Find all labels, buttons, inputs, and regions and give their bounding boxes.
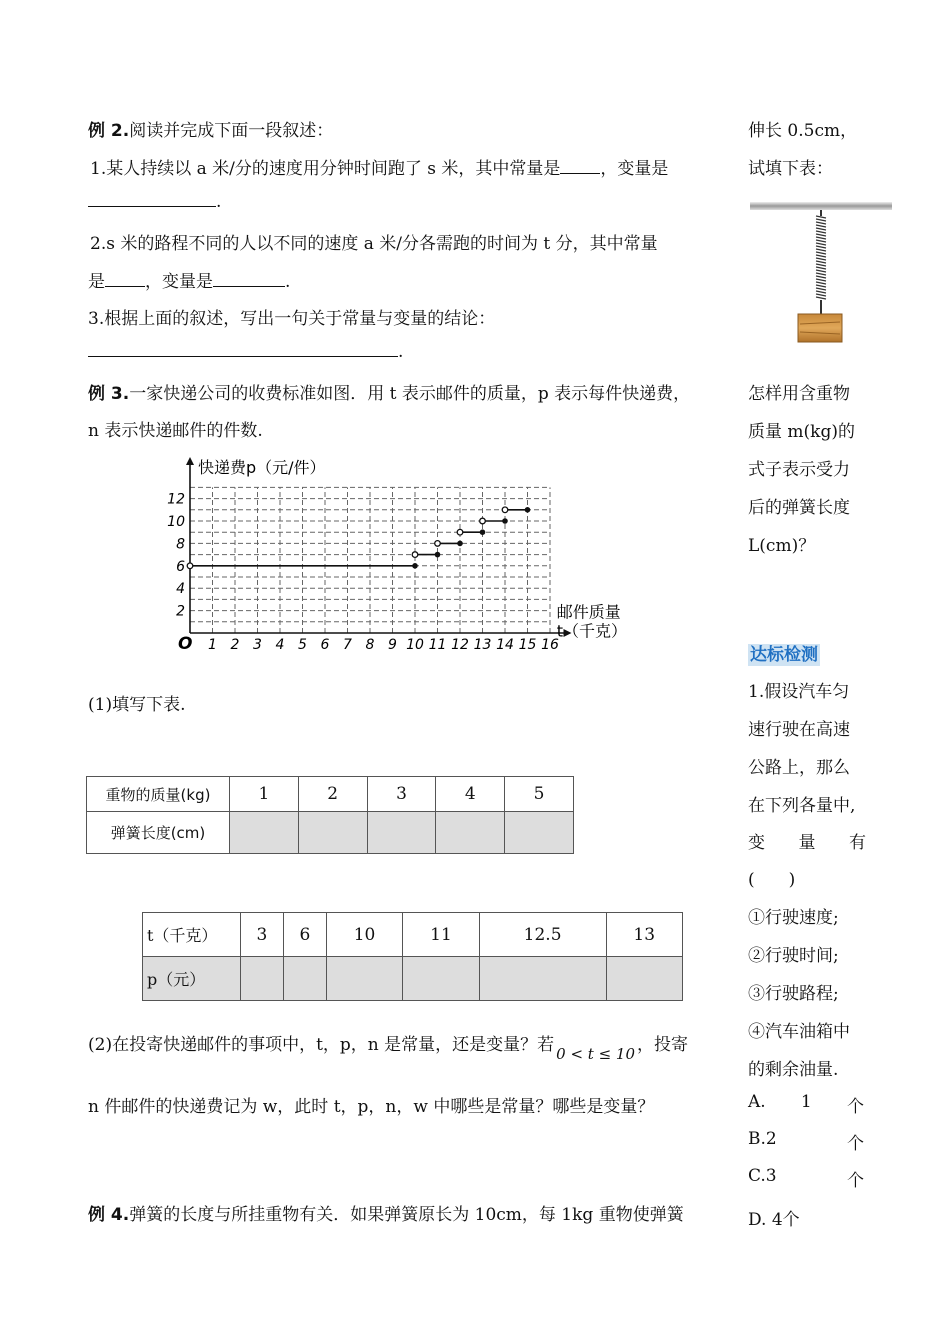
spring-mass-cell: 1 <box>230 777 299 812</box>
spring-mass-cell: 4 <box>436 777 505 812</box>
ex2-heading <box>88 116 333 141</box>
x-tick-label: 12 <box>451 637 469 653</box>
option-c[interactable] <box>748 1166 864 1191</box>
x-tick-label: 3 <box>253 637 262 653</box>
ex2-q2-mid: ，变量是 <box>145 272 213 292</box>
spring-coil-turn <box>816 285 826 287</box>
y-tick-label: 4 <box>176 581 185 598</box>
ceiling <box>750 202 892 210</box>
x-tick-label: 11 <box>428 637 447 653</box>
x-tick-label: 9 <box>388 637 397 653</box>
ex2-q1-line2 <box>88 192 221 212</box>
option-a[interactable] <box>748 1092 864 1117</box>
item-1: ①行驶速度; <box>748 908 839 928</box>
x-tick-label: 10 <box>406 637 424 653</box>
closed-endpoint <box>480 529 486 535</box>
ex2-q1-text: 1.某人持续以 a 米/分的速度用分钟时间跑了 s 米，其中常量是 <box>90 159 561 179</box>
option-c-letter: C.3 <box>748 1166 777 1186</box>
blank[interactable] <box>88 205 216 207</box>
chart-axes <box>186 457 572 637</box>
chart-grid <box>190 487 550 633</box>
open-endpoint <box>457 529 463 535</box>
closed-endpoint <box>412 563 418 569</box>
item-3: ③行驶路程; <box>748 984 839 1004</box>
y-tick-label: 10 <box>167 514 185 530</box>
spring-coil-turn <box>816 273 826 275</box>
closed-endpoint <box>502 518 508 524</box>
spring-coil-turn <box>816 249 826 251</box>
open-endpoint <box>187 563 193 569</box>
spring-row2-label: 弹簧长度(cm) <box>87 812 230 854</box>
ex3-q2-line2: n 件邮件的快递费记为 w，此时 t，p，n，w 中哪些是常量？哪些是变量？ <box>88 1097 655 1117</box>
express-t-cell: 6 <box>283 913 326 957</box>
right-question-2: 质量 m(kg)的 <box>748 422 855 442</box>
spring-coil-turn <box>816 297 826 299</box>
spring-coil-turn <box>816 231 826 233</box>
spring-coil <box>816 216 826 299</box>
spring-coil-turn <box>816 291 826 293</box>
option-b-letter: B.2 <box>748 1129 777 1149</box>
spring-coil-turn <box>816 276 826 278</box>
weight-block <box>798 314 842 342</box>
ex3-q2-end: ，投寄 <box>637 1035 689 1055</box>
y-axis-arrow <box>186 457 194 465</box>
express-row1-label: t（千克） <box>143 913 241 957</box>
ex2-q3-line2 <box>88 342 403 362</box>
x-tick-label: 6 <box>320 637 330 653</box>
spring-table <box>86 776 574 854</box>
y-tick-label: 2 <box>176 603 185 620</box>
ex2-q3-end: . <box>398 342 404 362</box>
spring-coil-turn <box>816 246 826 248</box>
origin-label: O <box>178 634 193 654</box>
spring-length-cell[interactable] <box>505 812 574 854</box>
p1-word: 变 <box>748 833 765 853</box>
option-a-num: 1 <box>800 1092 812 1112</box>
ex4-title: 例 4. <box>88 1205 130 1225</box>
right-question-3: 式子表示受力 <box>748 460 850 480</box>
open-endpoint <box>412 552 418 558</box>
express-p-cell[interactable] <box>241 957 284 1001</box>
express-fee-chart <box>167 455 645 655</box>
right-question-4: 后的弹簧长度 <box>748 498 850 518</box>
express-p-cell[interactable] <box>606 957 683 1001</box>
option-c-unit: 个 <box>847 1171 864 1191</box>
section-title: 达标检测 <box>750 645 818 665</box>
option-a-letter: A. <box>748 1092 766 1112</box>
x-tick-label: 7 <box>343 637 352 653</box>
ex2-q2-line2 <box>88 267 290 292</box>
express-t-cell: 12.5 <box>479 913 606 957</box>
y-tick-label: 12 <box>167 491 185 508</box>
right-l1: 伸长 0.5cm， <box>748 121 858 141</box>
ex2-intro: 阅读并完成下面一段叙述： <box>129 121 334 141</box>
spring-length-cell[interactable] <box>436 812 505 854</box>
express-p-cell[interactable] <box>403 957 479 1001</box>
right-question-1: 怎样用含重物 <box>748 384 850 404</box>
express-p-cell[interactable] <box>283 957 326 1001</box>
ex2-q1 <box>90 154 668 179</box>
ex2-q3 <box>88 304 495 329</box>
spring-coil-turn <box>816 234 826 236</box>
item-4-cont: 的剩余油量. <box>748 1060 839 1080</box>
ex3-heading <box>88 379 690 404</box>
x-tick-label: 5 <box>298 637 307 653</box>
ex3-line1: 一家快递公司的收费标准如图．用 t 表示邮件的质量，p 表示每件快递费， <box>129 384 691 404</box>
p1-line2: 速行驶在高速 <box>748 720 850 740</box>
express-t-cell: 10 <box>326 913 402 957</box>
x-tick-label: 15 <box>518 637 537 653</box>
spring-coil-turn <box>816 294 826 296</box>
spring-mass-cell: 5 <box>505 777 574 812</box>
spring-coil-turn <box>816 222 826 224</box>
spring-coil-turn <box>816 282 826 284</box>
ex2-q2-text: 2.s 米的路程不同的人以不同的速度 a 米/分各需跑的时间为 t 分，其中常量 <box>90 234 658 254</box>
p1-line4: 在下列各量中, <box>748 796 856 816</box>
ex4-text: 弹簧的长度与所挂重物有关．如果弹簧原长为 10cm，每 1kg 重物使弹簧 <box>129 1205 684 1225</box>
ex3-line2: n 表示快递邮件的件数. <box>88 421 263 441</box>
closed-endpoint <box>435 552 441 558</box>
spring-row1-label: 重物的质量(kg) <box>87 777 230 812</box>
item-2: ②行驶时间; <box>748 946 839 966</box>
ex2-q2 <box>90 229 658 254</box>
x-tick-label: 8 <box>365 637 375 653</box>
option-a-unit: 个 <box>846 1097 864 1117</box>
spring-coil-turn <box>816 279 826 281</box>
express-t-cell: 3 <box>241 913 284 957</box>
ex3-q2 <box>88 1030 689 1063</box>
chart-labels <box>167 458 627 654</box>
option-b-unit: 个 <box>847 1134 864 1154</box>
spring-coil-turn <box>816 252 826 254</box>
open-endpoint <box>502 507 508 513</box>
express-p-cell[interactable] <box>326 957 402 1001</box>
spring-coil-turn <box>816 267 826 269</box>
express-p-cell[interactable] <box>479 957 606 1001</box>
blank[interactable] <box>105 285 145 287</box>
express-t-cell: 13 <box>606 913 683 957</box>
chart-marks <box>187 507 530 569</box>
blank[interactable] <box>88 355 398 357</box>
x-tick-label: 16 <box>541 637 559 653</box>
spring-coil-turn <box>816 228 826 230</box>
spring-length-cell[interactable] <box>230 812 299 854</box>
ex2-q1-end: . <box>216 192 222 212</box>
item-4: ④汽车油箱中 <box>748 1022 850 1042</box>
closed-endpoint <box>525 507 531 513</box>
spring-coil-turn <box>816 258 826 260</box>
x-tick-label: 1 <box>208 637 217 653</box>
spring-coil-turn <box>816 237 826 239</box>
ex3-q2-text: (2)在投寄快递邮件的事项中，t，p，n 是常量，还是变量？若 <box>88 1035 555 1055</box>
x-tick-label: 2 <box>230 637 240 653</box>
ex2-q3-text: 3.根据上面的叙述，写出一句关于常量与变量的结论： <box>88 309 496 329</box>
x-axis-title-line2: t（千克） <box>556 621 628 641</box>
spring-coil-turn <box>816 219 826 221</box>
spring-coil-turn <box>816 288 826 290</box>
x-tick-label: 4 <box>275 637 285 653</box>
open-endpoint <box>435 541 441 547</box>
x-tick-label: 14 <box>496 637 514 653</box>
p1-line3: 公路上，那么 <box>748 758 850 778</box>
spring-coil-turn <box>816 264 826 266</box>
spring-length-cell[interactable] <box>367 812 436 854</box>
ex2-title: 例 2. <box>88 121 130 141</box>
p1-word: 有 <box>849 833 866 853</box>
answer-paren[interactable]: ( ) <box>748 870 796 890</box>
y-tick-label: 8 <box>176 536 185 553</box>
right-l2: 试填下表： <box>748 159 833 179</box>
spring-coil-turn <box>816 255 826 257</box>
blank[interactable] <box>213 285 285 287</box>
y-tick-label: 6 <box>176 558 185 575</box>
spring-coil-turn <box>816 261 826 263</box>
spring-mass-cell: 2 <box>298 777 367 812</box>
express-row2-label: p（元） <box>143 957 241 1001</box>
open-endpoint <box>480 518 486 524</box>
p1-line1: 1.假设汽车匀 <box>748 682 850 702</box>
ex2-q2-shi: 是 <box>88 272 105 292</box>
spring-illustration <box>750 196 892 348</box>
ex3-q1: (1)填写下表. <box>88 695 186 715</box>
express-t-cell: 11 <box>403 913 479 957</box>
ex2-q1-mid: ，变量是 <box>600 159 669 179</box>
x-axis-title-line1: 邮件质量 <box>556 602 621 622</box>
spring-length-cell[interactable] <box>298 812 367 854</box>
blank[interactable] <box>560 172 600 174</box>
p1-line5 <box>748 828 866 853</box>
spring-coil-turn <box>816 225 826 227</box>
ex3-q2-math: 0 < t ≤ 10 <box>556 1045 636 1063</box>
option-d[interactable]: D. 4个 <box>748 1210 800 1230</box>
option-b[interactable] <box>748 1129 864 1154</box>
p1-word: 量 <box>798 833 816 853</box>
spring-mass-cell: 3 <box>367 777 436 812</box>
ex2-q2-end: . <box>285 272 291 292</box>
spring-coil-turn <box>816 240 826 242</box>
ex3-title: 例 3. <box>88 384 130 404</box>
spring-coil-turn <box>816 216 826 218</box>
section-heading <box>748 640 820 665</box>
spring-coil-turn <box>816 270 826 272</box>
y-axis-title: 快递费p（元/件） <box>198 458 326 477</box>
express-table <box>142 912 683 1001</box>
spring-coil-turn <box>816 243 826 245</box>
ex4-heading <box>88 1200 684 1225</box>
right-question-5: L(cm)？ <box>748 536 816 556</box>
x-tick-label: 13 <box>473 637 492 653</box>
closed-endpoint <box>457 541 463 547</box>
